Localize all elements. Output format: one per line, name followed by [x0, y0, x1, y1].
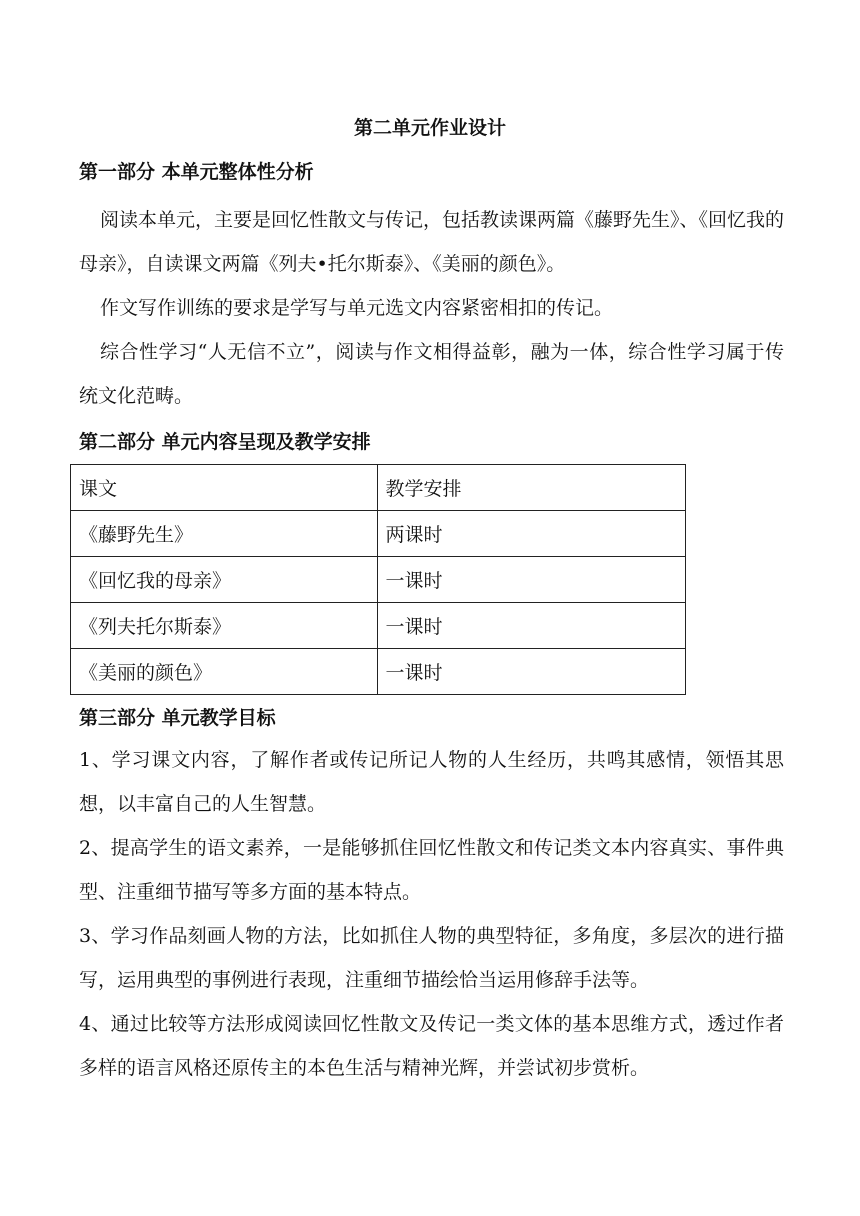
table-cell-schedule: 一课时 — [377, 557, 685, 603]
table-row — [71, 511, 686, 557]
table-header-cell: 教学安排 — [377, 465, 685, 511]
part2-heading: 第二部分 单元内容呈现及教学安排 — [79, 431, 371, 453]
part1-paragraph-2: 作文写作训练的要求是学写与单元选文内容紧密相扣的传记。 — [100, 297, 614, 319]
goal-item-2: 2、提高学生的语文素养，一是能够抓住回忆性散文和传记类文本内容真实、事件典型、注重细节描写等多方面的基本特点。 — [79, 837, 784, 903]
table-cell-schedule: 两课时 — [377, 511, 685, 557]
table-row — [71, 603, 686, 649]
part1-heading: 第一部分 本单元整体性分析 — [79, 161, 314, 183]
table-cell-lesson: 《美丽的颜色》 — [71, 649, 378, 695]
table-cell-schedule: 一课时 — [377, 603, 685, 649]
goal-item-1: 1、学习课文内容，了解作者或传记所记人物的人生经历，共鸣其感情，领悟其思想，以丰富自己的人生智慧。 — [79, 749, 784, 815]
teaching-plan-table — [70, 464, 686, 695]
table-cell-lesson: 《藤野先生》 — [71, 511, 378, 557]
table-header-row — [71, 465, 686, 511]
table-cell-schedule: 一课时 — [377, 649, 685, 695]
table-row — [71, 557, 686, 603]
document-title: 第二单元作业设计 — [353, 117, 506, 139]
part1-paragraph-1: 阅读本单元，主要是回忆性散文与传记，包括教读课两篇《藤野先生》、《回忆我的母亲》，自读课文两篇《列夫•托尔斯泰》、《美丽的颜色》。 — [79, 209, 785, 275]
table-cell-lesson: 《回忆我的母亲》 — [71, 557, 378, 603]
part3-heading: 第三部分 单元教学目标 — [79, 707, 276, 729]
goal-item-3: 3、学习作品刻画人物的方法，比如抓住人物的典型特征，多角度，多层次的进行描写，运用典型的事例进行表现，注重细节描绘恰当运用修辞手法等。 — [79, 925, 784, 991]
table-header-cell: 课文 — [71, 465, 378, 511]
table-row — [71, 649, 686, 695]
part1-paragraph-3: 综合性学习“人无信不立”，阅读与作文相得益彰，融为一体，综合性学习属于传统文化范畴。 — [79, 341, 784, 407]
goal-item-4: 4、通过比较等方法形成阅读回忆性散文及传记一类文体的基本思维方式，透过作者多样的语言风格还原传主的本色生活与精神光辉，并尝试初步赏析。 — [79, 1013, 784, 1079]
table-cell-lesson: 《列夫托尔斯泰》 — [71, 603, 378, 649]
